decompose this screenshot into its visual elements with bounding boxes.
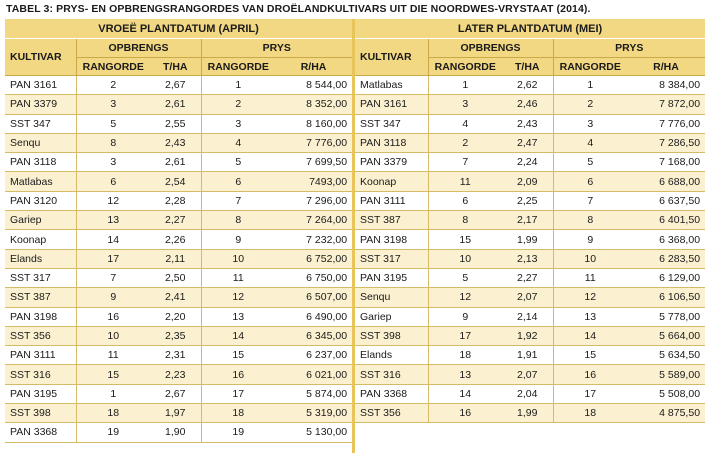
table-row [5,346,352,365]
cell-t-ha: 2,20 [150,307,201,326]
tables-container [5,19,705,453]
table-row [355,346,705,365]
cell-r-ha: 6 106,50 [627,288,705,307]
cell-yield-rank: 12 [76,191,150,210]
heading-early-planting: VROEË PLANTDATUM (APRIL) [5,19,352,39]
cell-r-ha: 7 872,00 [627,95,705,114]
cell-price-rank: 1 [201,76,275,95]
header-opbrengs: OPBRENGS [76,39,201,58]
cell-yield-rank: 16 [428,404,502,423]
cell-price-rank: 6 [553,172,627,191]
table-row [5,76,352,95]
cell-r-ha: 6 345,00 [275,326,352,345]
cell-price-rank: 9 [553,230,627,249]
cell-r-ha: 8 544,00 [275,76,352,95]
cell-yield-rank: 9 [428,307,502,326]
cell-price-rank: 5 [201,153,275,172]
cell-t-ha: 1,97 [150,404,201,423]
cell-price-rank: 12 [201,288,275,307]
cell-r-ha: 6 368,00 [627,230,705,249]
cell-yield-rank: 19 [76,423,150,442]
cell-t-ha: 2,67 [150,384,201,403]
cell-price-rank: 13 [201,307,275,326]
cell-price-rank: 8 [553,211,627,230]
cell-kultivar: Koonap [355,172,428,191]
cell-r-ha: 7 168,00 [627,153,705,172]
cell-t-ha: 2,28 [150,191,201,210]
cell-r-ha: 5 664,00 [627,326,705,345]
header-rangorde-price: RANGORDE [201,58,275,76]
cell-t-ha: 2,41 [150,288,201,307]
cell-yield-rank: 5 [76,114,150,133]
cell-kultivar: Koonap [5,230,76,249]
table-row [355,114,705,133]
cell-kultivar: Matlabas [5,172,76,191]
cell-yield-rank: 6 [76,172,150,191]
cell-yield-rank: 9 [76,288,150,307]
cell-kultivar: PAN 3368 [355,384,428,403]
cell-price-rank: 17 [553,384,627,403]
cell-price-rank: 3 [553,114,627,133]
cell-kultivar: SST 398 [355,326,428,345]
cell-r-ha: 8 384,00 [627,76,705,95]
table-row [355,326,705,345]
table-row [355,76,705,95]
cell-t-ha: 2,67 [150,76,201,95]
cell-price-rank: 2 [553,95,627,114]
cell-t-ha: 2,55 [150,114,201,133]
cell-yield-rank: 1 [76,384,150,403]
cell-kultivar: Matlabas [355,76,428,95]
cell-kultivar: PAN 3120 [5,191,76,210]
cell-yield-rank: 5 [428,268,502,287]
cell-t-ha: 1,99 [502,404,553,423]
cell-t-ha: 2,13 [502,249,553,268]
cell-price-rank: 15 [553,346,627,365]
cell-price-rank: 16 [201,365,275,384]
cell-price-rank: 1 [553,76,627,95]
cell-t-ha: 1,99 [502,230,553,249]
header-rangorde-price: RANGORDE [553,58,627,76]
cell-r-ha: 6 750,00 [275,268,352,287]
cell-t-ha: 2,26 [150,230,201,249]
cell-t-ha: 2,54 [150,172,201,191]
heading-later-planting: LATER PLANTDATUM (MEI) [355,19,705,39]
cell-t-ha: 2,62 [502,76,553,95]
header-kultivar: KULTIVAR [5,39,76,76]
cell-kultivar: SST 398 [5,404,76,423]
header-rangorde-yield: RANGORDE [428,58,502,76]
table-row [355,172,705,191]
table-body-early [5,76,352,443]
cell-price-rank: 11 [201,268,275,287]
cell-yield-rank: 11 [428,172,502,191]
cell-kultivar: Senqu [5,133,76,152]
table-row [5,249,352,268]
cell-kultivar: PAN 3198 [5,307,76,326]
cell-price-rank: 3 [201,114,275,133]
cell-price-rank: 10 [553,249,627,268]
table-row [355,404,705,423]
cell-kultivar: Gariep [355,307,428,326]
cell-yield-rank: 14 [428,384,502,403]
cell-price-rank: 10 [201,249,275,268]
cell-kultivar: SST 347 [355,114,428,133]
table-row [5,423,352,442]
cell-r-ha: 6 637,50 [627,191,705,210]
cell-t-ha: 2,17 [502,211,553,230]
cell-kultivar: PAN 3368 [5,423,76,442]
header-t-ha: T/HA [502,58,553,76]
cell-t-ha: 2,35 [150,326,201,345]
cell-kultivar: PAN 3111 [5,346,76,365]
cell-t-ha: 1,90 [150,423,201,442]
cell-r-ha: 8 160,00 [275,114,352,133]
cell-kultivar: SST 356 [5,326,76,345]
table-row [5,230,352,249]
cell-kultivar: SST 317 [5,268,76,287]
cell-yield-rank: 13 [428,365,502,384]
cell-yield-rank: 3 [428,95,502,114]
cell-kultivar: PAN 3118 [355,133,428,152]
cell-kultivar: PAN 3379 [355,153,428,172]
cell-yield-rank: 7 [428,153,502,172]
header-rangorde-yield: RANGORDE [76,58,150,76]
table-row [355,133,705,152]
cell-t-ha: 2,14 [502,307,553,326]
header-kultivar: KULTIVAR [355,39,428,76]
cell-t-ha: 2,07 [502,365,553,384]
table-row [5,365,352,384]
header-r-ha: R/HA [275,58,352,76]
cell-kultivar: SST 317 [355,249,428,268]
cell-price-rank: 5 [553,153,627,172]
cell-kultivar: SST 387 [5,288,76,307]
cell-yield-rank: 15 [76,365,150,384]
cell-yield-rank: 2 [428,133,502,152]
table-row [5,384,352,403]
cell-price-rank: 7 [553,191,627,210]
cell-r-ha: 4 875,50 [627,404,705,423]
table-row [355,153,705,172]
cell-yield-rank: 10 [76,326,150,345]
cell-price-rank: 6 [201,172,275,191]
cell-r-ha: 6 129,00 [627,268,705,287]
cell-t-ha: 1,92 [502,326,553,345]
cell-price-rank: 4 [553,133,627,152]
cell-yield-rank: 17 [76,249,150,268]
cell-kultivar: PAN 3195 [5,384,76,403]
cell-r-ha: 6 237,00 [275,346,352,365]
table-later-planting [355,19,705,423]
cell-kultivar: PAN 3111 [355,191,428,210]
cell-yield-rank: 2 [76,76,150,95]
cell-r-ha: 7 776,00 [627,114,705,133]
cell-kultivar: PAN 3161 [355,95,428,114]
header-r-ha: R/HA [627,58,705,76]
cell-kultivar: SST 387 [355,211,428,230]
cell-kultivar: SST 316 [355,365,428,384]
cell-t-ha: 2,11 [150,249,201,268]
cell-t-ha: 2,24 [502,153,553,172]
table-row [355,249,705,268]
cell-price-rank: 11 [553,268,627,287]
cell-price-rank: 18 [553,404,627,423]
cell-r-ha: 8 352,00 [275,95,352,114]
cell-price-rank: 7 [201,191,275,210]
table-row [355,95,705,114]
cell-kultivar: PAN 3118 [5,153,76,172]
table-row [5,268,352,287]
cell-yield-rank: 1 [428,76,502,95]
cell-kultivar: PAN 3161 [5,76,76,95]
cell-r-ha: 5 589,00 [627,365,705,384]
cell-r-ha: 6 688,00 [627,172,705,191]
cell-r-ha: 7 286,50 [627,133,705,152]
table-row [355,230,705,249]
cell-t-ha: 2,04 [502,384,553,403]
table-row [355,211,705,230]
table-body-later [355,76,705,423]
cell-t-ha: 2,27 [502,268,553,287]
cell-kultivar: SST 316 [5,365,76,384]
cell-price-rank: 18 [201,404,275,423]
cell-yield-rank: 7 [76,268,150,287]
cell-yield-rank: 16 [76,307,150,326]
cell-r-ha: 6 401,50 [627,211,705,230]
cell-t-ha: 1,91 [502,346,553,365]
cell-yield-rank: 13 [76,211,150,230]
cell-yield-rank: 18 [76,404,150,423]
table-early-planting [5,19,352,443]
cell-kultivar: PAN 3195 [355,268,428,287]
cell-price-rank: 4 [201,133,275,152]
table-title: TABEL 3: PRYS- EN OPBRENGSRANGORDES VAN DROËLANDKULTIVARS UIT DIE NOORDWES-VRYSTAAT (2014). [6,3,591,15]
table-row [5,95,352,114]
cell-kultivar: Elands [5,249,76,268]
header-t-ha: T/HA [150,58,201,76]
cell-kultivar: PAN 3379 [5,95,76,114]
cell-yield-rank: 8 [428,211,502,230]
cell-r-ha: 7 699,50 [275,153,352,172]
cell-t-ha: 2,27 [150,211,201,230]
cell-t-ha: 2,23 [150,365,201,384]
cell-price-rank: 9 [201,230,275,249]
table-row [5,307,352,326]
cell-r-ha: 6 490,00 [275,307,352,326]
cell-r-ha: 7493,00 [275,172,352,191]
header-prys: PRYS [553,39,705,58]
cell-r-ha: 7 232,00 [275,230,352,249]
table-row [5,191,352,210]
cell-price-rank: 8 [201,211,275,230]
table-row [355,365,705,384]
header-opbrengs: OPBRENGS [428,39,553,58]
cell-yield-rank: 15 [428,230,502,249]
cell-t-ha: 2,50 [150,268,201,287]
cell-yield-rank: 11 [76,346,150,365]
cell-t-ha: 2,46 [502,95,553,114]
cell-r-ha: 6 021,00 [275,365,352,384]
table-row [355,288,705,307]
cell-r-ha: 7 264,00 [275,211,352,230]
table-row [5,326,352,345]
cell-t-ha: 2,43 [150,133,201,152]
cell-price-rank: 15 [201,346,275,365]
cell-price-rank: 19 [201,423,275,442]
cell-kultivar: Elands [355,346,428,365]
cell-t-ha: 2,43 [502,114,553,133]
cell-yield-rank: 6 [428,191,502,210]
cell-kultivar: PAN 3198 [355,230,428,249]
cell-yield-rank: 14 [76,230,150,249]
table-row [5,153,352,172]
cell-yield-rank: 3 [76,153,150,172]
cell-yield-rank: 3 [76,95,150,114]
table-row [5,288,352,307]
cell-r-ha: 6 752,00 [275,249,352,268]
cell-r-ha: 5 634,50 [627,346,705,365]
cell-price-rank: 12 [553,288,627,307]
cell-t-ha: 2,61 [150,95,201,114]
cell-t-ha: 2,25 [502,191,553,210]
cell-r-ha: 6 507,00 [275,288,352,307]
cell-kultivar: Gariep [5,211,76,230]
cell-r-ha: 5 874,00 [275,384,352,403]
table-row [5,211,352,230]
cell-yield-rank: 10 [428,249,502,268]
cell-r-ha: 6 283,50 [627,249,705,268]
cell-r-ha: 5 130,00 [275,423,352,442]
cell-price-rank: 16 [553,365,627,384]
cell-t-ha: 2,61 [150,153,201,172]
cell-price-rank: 14 [201,326,275,345]
cell-r-ha: 5 778,00 [627,307,705,326]
cell-price-rank: 13 [553,307,627,326]
cell-yield-rank: 8 [76,133,150,152]
table-row [355,307,705,326]
table-row [5,114,352,133]
table-row [5,404,352,423]
cell-r-ha: 7 776,00 [275,133,352,152]
cell-kultivar: Senqu [355,288,428,307]
table-row [355,191,705,210]
cell-t-ha: 2,47 [502,133,553,152]
cell-r-ha: 7 296,00 [275,191,352,210]
header-prys: PRYS [201,39,352,58]
cell-r-ha: 5 319,00 [275,404,352,423]
cell-t-ha: 2,07 [502,288,553,307]
cell-t-ha: 2,31 [150,346,201,365]
cell-yield-rank: 18 [428,346,502,365]
cell-yield-rank: 17 [428,326,502,345]
table-row [355,268,705,287]
cell-kultivar: SST 347 [5,114,76,133]
cell-price-rank: 14 [553,326,627,345]
cell-price-rank: 2 [201,95,275,114]
table-row [5,133,352,152]
cell-r-ha: 5 508,00 [627,384,705,403]
cell-yield-rank: 4 [428,114,502,133]
table-row [5,172,352,191]
cell-price-rank: 17 [201,384,275,403]
cell-yield-rank: 12 [428,288,502,307]
cell-kultivar: SST 356 [355,404,428,423]
table-row [355,384,705,403]
cell-t-ha: 2,09 [502,172,553,191]
